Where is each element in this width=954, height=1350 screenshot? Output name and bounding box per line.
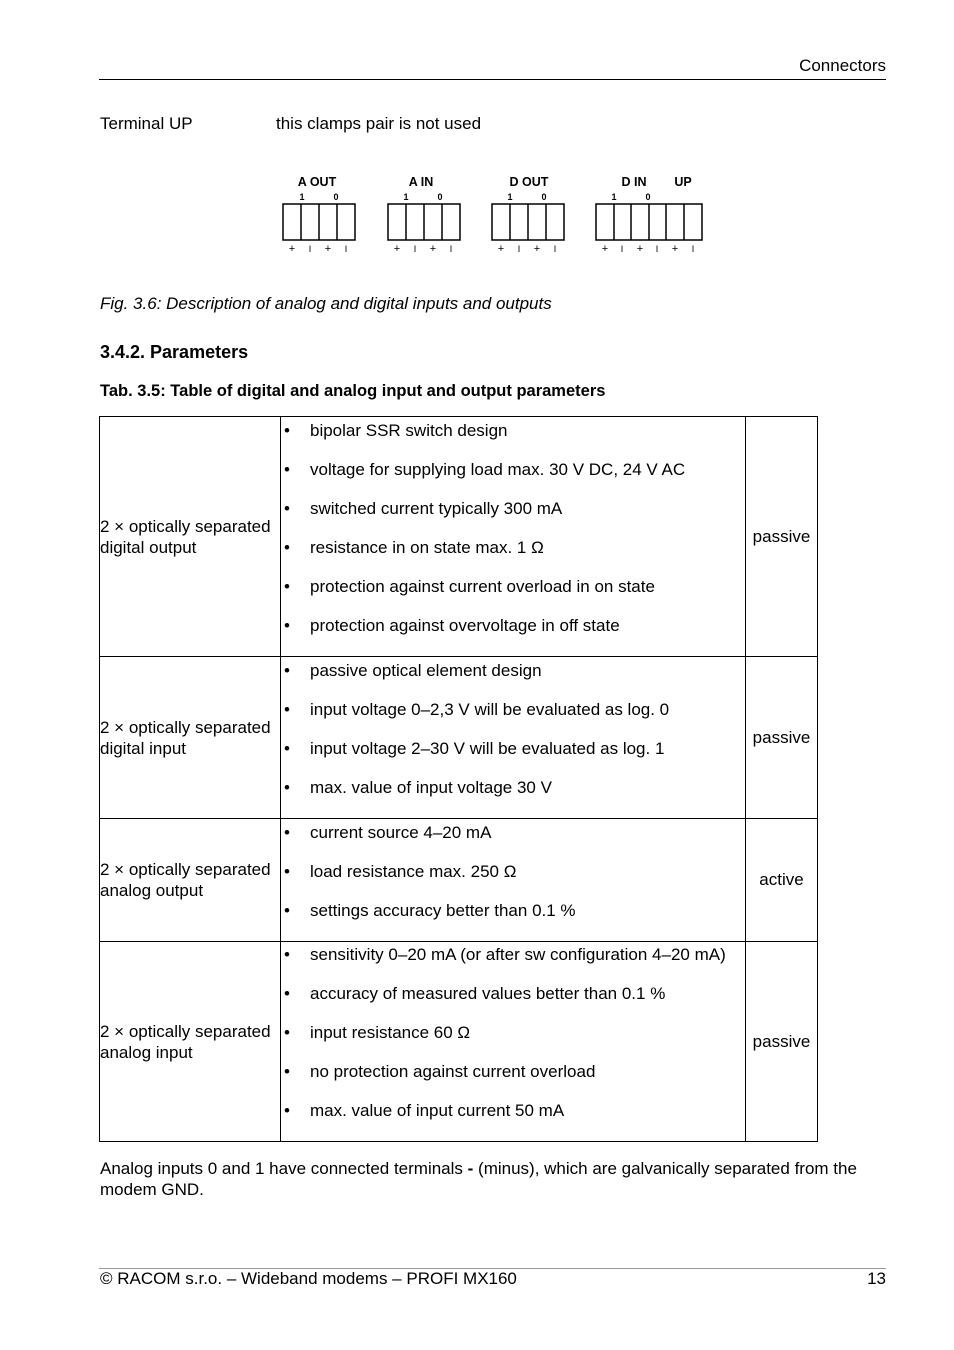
list-item [281, 1022, 745, 1061]
feature-text: protection against current overload in on state [310, 576, 655, 596]
polarity-minus: I [691, 244, 695, 254]
list-item [281, 1061, 745, 1100]
terminal-number: 0 [645, 192, 651, 202]
row-mode: passive [746, 657, 818, 819]
figure-caption: Fig. 3.6: Description of analog and digital inputs and outputs [100, 294, 552, 313]
bullet-icon: • [284, 1023, 290, 1042]
feature-text: load resistance max. 250 Ω [310, 861, 517, 881]
bullet-icon: • [284, 822, 290, 842]
terminal-diagram [280, 172, 710, 262]
polarity-minus: I [308, 244, 312, 254]
description-line: analog input [100, 1042, 193, 1062]
section-heading: 3.4.2. Parameters [100, 342, 249, 362]
description-line: 2 × optically separated [100, 860, 271, 879]
bullet-icon: • [284, 420, 290, 440]
list-item [281, 420, 745, 459]
row-features [281, 942, 746, 1142]
terminal-number: 1 [507, 192, 513, 202]
description-line: 2 × optically separated [100, 717, 271, 737]
bullet-icon: • [284, 738, 290, 758]
feature-text: protection against overvoltage in off state [310, 615, 620, 635]
row-mode: passive [746, 417, 818, 657]
parameters-table [99, 416, 818, 1142]
table-row [100, 417, 818, 657]
terminal-number: 1 [611, 192, 617, 202]
bullet-icon: • [284, 945, 290, 964]
row-features [281, 657, 746, 819]
terminal-number: 1 [403, 192, 409, 202]
list-item [281, 944, 745, 983]
row-features [281, 417, 746, 657]
table-row [100, 657, 818, 819]
feature-list [281, 420, 745, 654]
body-paragraph [100, 1158, 890, 1200]
polarity-plus: + [671, 243, 679, 255]
feature-text: input resistance 60 Ω [310, 1023, 471, 1042]
row-description [100, 942, 281, 1142]
group-name: D IN [621, 175, 647, 189]
feature-text: passive optical element design [310, 660, 542, 680]
terminal-group-a-out [283, 175, 355, 255]
bullet-icon: • [284, 861, 290, 881]
list-item [281, 861, 745, 900]
bullet-icon: • [284, 498, 290, 518]
list-item [281, 459, 745, 498]
feature-text: resistance in on state max. 1 Ω [310, 537, 544, 557]
group-name: A IN [408, 175, 434, 189]
bullet-icon: • [284, 459, 290, 479]
description-line: digital input [100, 738, 187, 758]
feature-text: no protection against current overload [310, 1062, 596, 1081]
feature-text: switched current typically 300 mA [310, 498, 563, 518]
polarity-plus: + [636, 243, 644, 255]
list-item [281, 576, 745, 615]
terminal-number: 0 [437, 192, 443, 202]
row-description [100, 417, 281, 657]
table-caption: Tab. 3.5: Table of digital and analog input and output parameters [100, 382, 606, 400]
feature-text: bipolar SSR switch design [310, 420, 508, 440]
list-item [281, 699, 745, 738]
row-description [100, 657, 281, 819]
terminal-group-d-out [492, 175, 564, 255]
polarity-plus: + [601, 243, 609, 255]
list-item [281, 660, 745, 699]
page-number: 13 [867, 1269, 886, 1288]
list-item [281, 822, 745, 861]
polarity-plus: + [497, 243, 505, 255]
row-mode: passive [746, 942, 818, 1142]
feature-text: input voltage 0–2,3 V will be evaluated as log. 0 [310, 699, 670, 719]
table-row [100, 942, 818, 1142]
bullet-icon: • [284, 537, 290, 557]
polarity-minus: I [620, 244, 624, 254]
header-rule [99, 79, 886, 80]
list-item [281, 983, 745, 1022]
description-line: digital output [100, 537, 197, 557]
polarity-plus: + [288, 243, 296, 255]
terminal-label: Terminal UP [100, 114, 193, 133]
polarity-minus: I [413, 244, 417, 254]
list-item [281, 498, 745, 537]
row-mode: active [746, 819, 818, 942]
bullet-icon: • [284, 660, 290, 680]
group-name: A OUT [297, 175, 337, 189]
description-line: 2 × optically separated [100, 1021, 271, 1041]
feature-list [281, 822, 745, 939]
polarity-minus: I [655, 244, 659, 254]
list-item [281, 615, 745, 654]
note-text: Analog inputs 0 and 1 have connected terminals [100, 1159, 468, 1178]
group-name: D OUT [509, 175, 549, 189]
bullet-icon: • [284, 900, 290, 920]
list-item [281, 1100, 745, 1139]
terminal-number: 0 [333, 192, 339, 202]
description-line: 2 × optically separated [100, 516, 271, 536]
polarity-plus: + [393, 243, 401, 255]
terminal-group-a-in [388, 175, 460, 255]
feature-text: accuracy of measured values better than 0.1 % [310, 984, 666, 1003]
terminal-group-d-in-up [596, 175, 702, 255]
polarity-minus: I [449, 244, 453, 254]
terminal-number: 0 [541, 192, 547, 202]
bullet-icon: • [284, 984, 290, 1003]
bullet-icon: • [284, 615, 290, 635]
terminal-description: this clamps pair is not used [276, 114, 482, 133]
feature-text: voltage for supplying load max. 30 V DC, 24 V AC [310, 459, 686, 479]
feature-text: max. value of input current 50 mA [310, 1101, 565, 1120]
polarity-minus: I [517, 244, 521, 254]
feature-text: max. value of input voltage 30 V [310, 777, 552, 797]
feature-text: settings accuracy better than 0.1 % [310, 900, 576, 920]
table-row [100, 819, 818, 942]
feature-list [281, 660, 745, 816]
group-name-up: UP [674, 175, 692, 189]
list-item [281, 777, 745, 816]
bullet-icon: • [284, 1062, 290, 1081]
feature-text: current source 4–20 mA [310, 822, 492, 842]
list-item [281, 900, 745, 939]
description-line: analog output [100, 881, 204, 900]
polarity-minus: I [344, 244, 348, 254]
note-text: (minus), which are galvanically separated from the modem GND. [100, 1159, 857, 1199]
polarity-plus: + [429, 243, 437, 255]
list-item [281, 537, 745, 576]
row-description [100, 819, 281, 942]
terminal-number: 1 [299, 192, 305, 202]
bullet-icon: • [284, 1101, 290, 1120]
footer-text: © RACOM s.r.o. – Wideband modems – PROFI MX160 [100, 1269, 517, 1288]
bullet-icon: • [284, 777, 290, 797]
feature-text: input voltage 2–30 V will be evaluated as log. 1 [310, 738, 665, 758]
polarity-plus: + [324, 243, 332, 255]
polarity-minus: I [553, 244, 557, 254]
polarity-plus: + [533, 243, 541, 255]
bullet-icon: • [284, 576, 290, 596]
bullet-icon: • [284, 699, 290, 719]
row-features [281, 819, 746, 942]
feature-text: sensitivity 0–20 mA (or after sw configuration 4–20 mA) [310, 945, 726, 964]
list-item [281, 738, 745, 777]
running-header: Connectors [799, 56, 886, 75]
minus-sign: - [467, 1159, 474, 1178]
feature-list [281, 944, 745, 1139]
